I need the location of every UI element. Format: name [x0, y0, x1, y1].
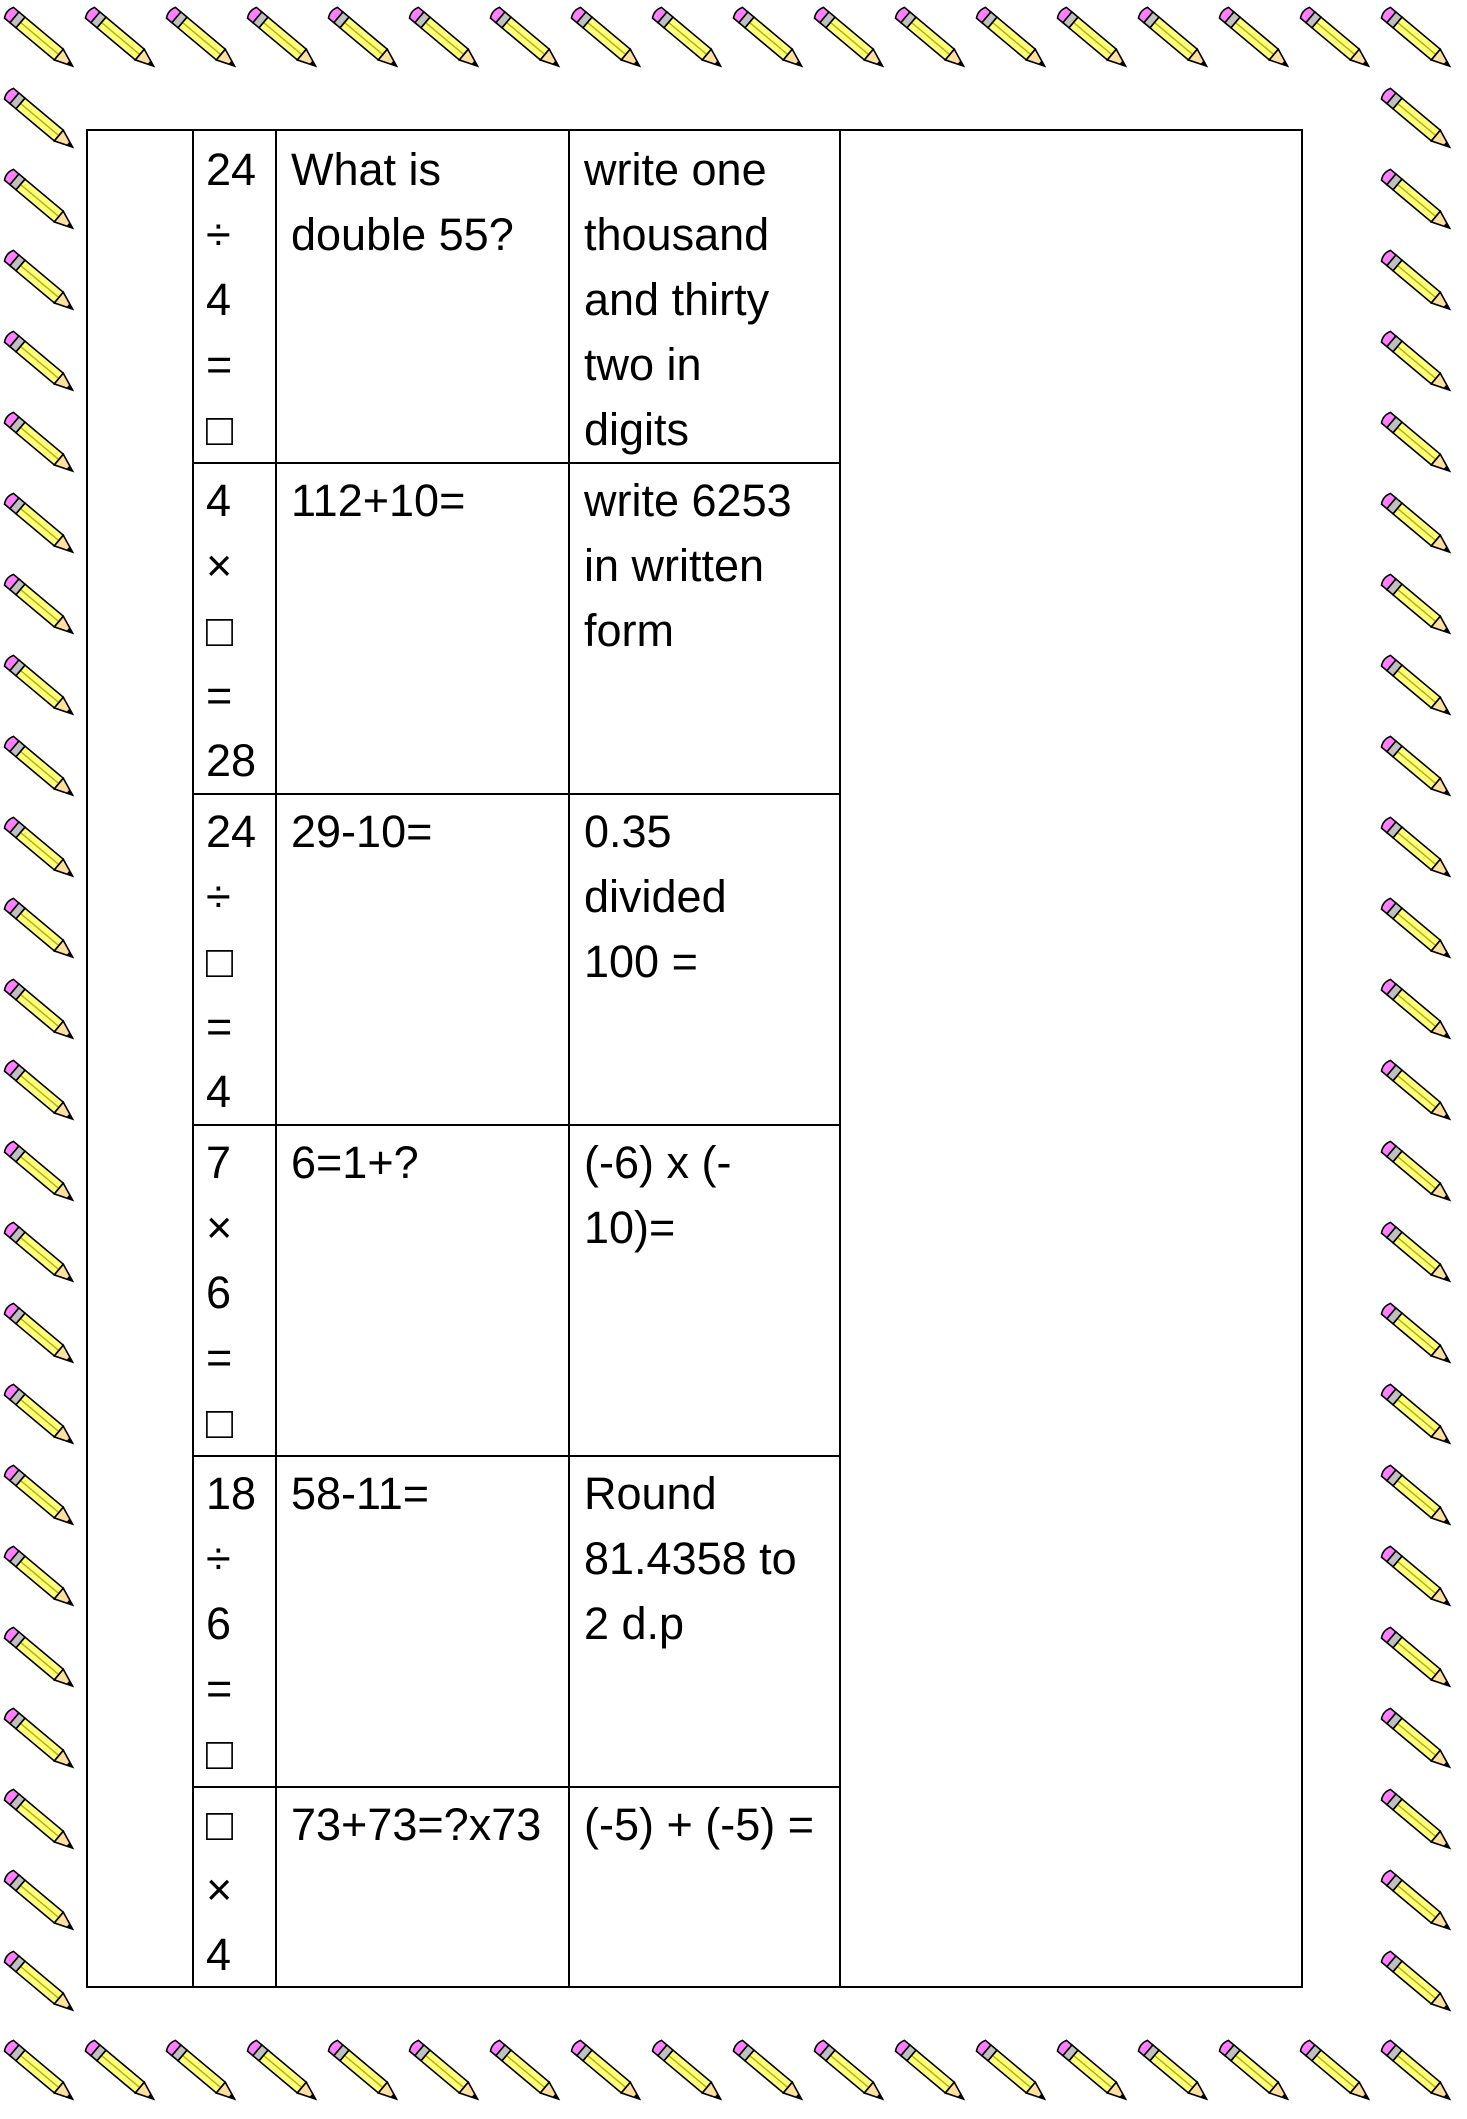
pencil-icon [1380, 411, 1454, 476]
pencil-icon [1380, 735, 1454, 800]
pencil-icon [3, 249, 77, 314]
pencil-icon [1380, 249, 1454, 314]
pencil-icon [3, 168, 77, 233]
pencil-icon [732, 2039, 806, 2104]
pencil-icon [1380, 1869, 1454, 1934]
pencil-icon [408, 2039, 482, 2104]
pencil-icon [3, 2039, 77, 2104]
pencil-icon [408, 6, 482, 71]
pencil-icon [1380, 1221, 1454, 1286]
pencil-icon [3, 1059, 77, 1124]
pencil-icon [327, 2039, 401, 2104]
table-cell-task: (-6) x (- 10)= [584, 1137, 732, 1253]
table-cell-equation: 7 × 6 = □ [206, 1137, 234, 1448]
pencil-icon [1380, 978, 1454, 1043]
pencil-icon [1380, 1707, 1454, 1772]
pencil-icon [3, 1869, 77, 1934]
pencil-icon [1380, 1464, 1454, 1529]
table-cell-equation: 4 × □ = 28 [206, 475, 257, 786]
pencil-icon [1380, 1950, 1454, 2015]
pencil-icon [975, 6, 1049, 71]
pencil-icon [1056, 6, 1130, 71]
pencil-icon [165, 2039, 239, 2104]
pencil-icon [84, 2039, 158, 2104]
pencil-icon [3, 1545, 77, 1610]
pencil-icon [1380, 816, 1454, 881]
pencil-icon [1380, 1788, 1454, 1853]
pencil-icon [3, 1302, 77, 1367]
pencil-icon [894, 2039, 968, 2104]
pencil-icon [3, 573, 77, 638]
pencil-icon [489, 2039, 563, 2104]
pencil-icon [1380, 1383, 1454, 1448]
pencil-icon [3, 492, 77, 557]
pencil-icon [1380, 654, 1454, 719]
pencil-icon [1380, 2039, 1454, 2104]
pencil-icon [1380, 330, 1454, 395]
worksheet-table [86, 129, 1303, 1988]
pencil-icon [3, 1626, 77, 1691]
pencil-icon [3, 978, 77, 1043]
table-cell-question: 58-11= [291, 1468, 430, 1519]
table-cell-task: 0.35 divided 100 = [584, 806, 727, 987]
pencil-icon [1380, 1140, 1454, 1205]
pencil-icon [1380, 492, 1454, 557]
table-cell-question: 6=1+? [291, 1137, 419, 1188]
pencil-icon [3, 6, 77, 71]
pencil-icon [489, 6, 563, 71]
pencil-icon [1056, 2039, 1130, 2104]
pencil-icon [3, 897, 77, 962]
table-cell-equation: 24 ÷ □ = 4 [206, 806, 257, 1117]
pencil-icon [3, 1788, 77, 1853]
pencil-icon [3, 1707, 77, 1772]
pencil-icon [3, 1221, 77, 1286]
pencil-icon [1299, 2039, 1373, 2104]
pencil-icon [3, 816, 77, 881]
pencil-icon [813, 6, 887, 71]
pencil-icon [1380, 573, 1454, 638]
pencil-icon [3, 1140, 77, 1205]
table-cell-question: What is double 55? [291, 144, 514, 260]
pencil-icon [732, 6, 806, 71]
pencil-icon [975, 2039, 1049, 2104]
pencil-icon [3, 330, 77, 395]
table-cell-task: Round 81.4358 to 2 d.p [584, 1468, 797, 1649]
pencil-icon [3, 1950, 77, 2015]
pencil-icon [570, 2039, 644, 2104]
table-cell-task: write 6253 in written form [584, 475, 792, 656]
table-cell-question: 29-10= [291, 806, 433, 857]
pencil-icon [1380, 1059, 1454, 1124]
pencil-icon [165, 6, 239, 71]
table-cell-equation: □ × 4 [206, 1799, 234, 1980]
table-cell-equation: 24 ÷ 4 = □ [206, 144, 257, 455]
pencil-icon [3, 411, 77, 476]
pencil-icon [651, 6, 725, 71]
pencil-icon [3, 735, 77, 800]
pencil-icon [3, 1383, 77, 1448]
table-cell-question: 112+10= [291, 475, 466, 526]
table-cell-task: (-5) + (-5) = [584, 1799, 815, 1850]
pencil-icon [813, 2039, 887, 2104]
pencil-icon [246, 2039, 320, 2104]
pencil-icon [1137, 6, 1211, 71]
pencil-icon [84, 6, 158, 71]
table-cell-equation: 18 ÷ 6 = □ [206, 1468, 257, 1779]
pencil-icon [327, 6, 401, 71]
pencil-icon [1380, 1626, 1454, 1691]
pencil-icon [1380, 6, 1454, 71]
pencil-icon [246, 6, 320, 71]
pencil-icon [1299, 6, 1373, 71]
pencil-icon [1380, 1302, 1454, 1367]
pencil-icon [1218, 2039, 1292, 2104]
pencil-icon [1380, 1545, 1454, 1610]
pencil-icon [1380, 897, 1454, 962]
pencil-icon [1218, 6, 1292, 71]
pencil-icon [3, 1464, 77, 1529]
pencil-icon [651, 2039, 725, 2104]
pencil-icon [1380, 168, 1454, 233]
pencil-icon [3, 87, 77, 152]
pencil-icon [1380, 87, 1454, 152]
pencil-icon [570, 6, 644, 71]
table-cell-task: write one thousand and thirty two in digits [584, 144, 770, 455]
pencil-icon [1137, 2039, 1211, 2104]
pencil-icon [894, 6, 968, 71]
pencil-icon [3, 654, 77, 719]
table-cell-question: 73+73=?x73 [291, 1799, 542, 1850]
